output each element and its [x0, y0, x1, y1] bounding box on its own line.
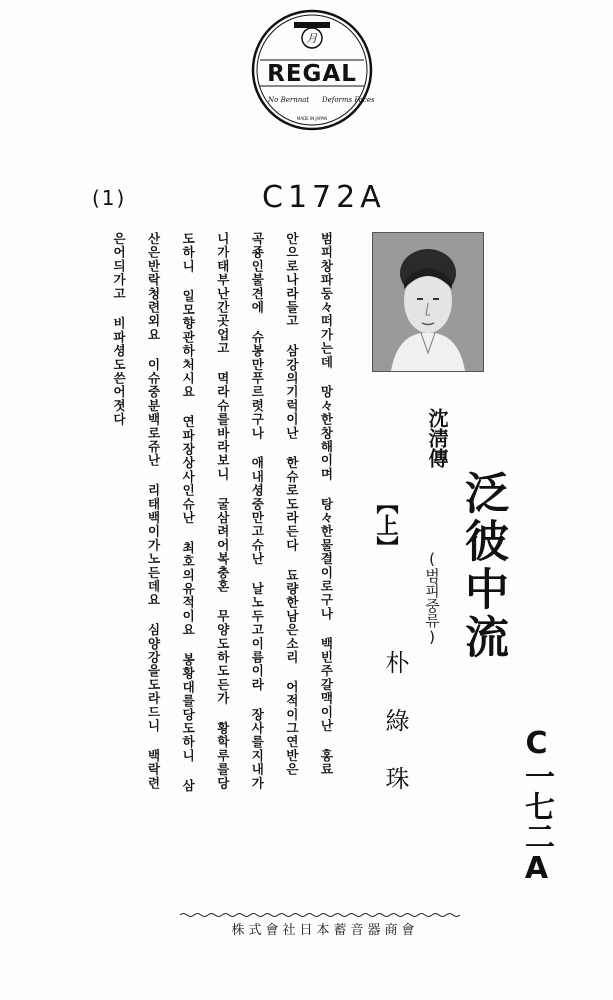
lyric-line: 산은반락청련외요 이슈중분백로쥬난 리태백이가노든데요 심양강을도라드니 백락련 — [146, 232, 162, 790]
lyric-line: 범피창파둥々떠가는데 망々한창해이며 탕々한물결이로구나 백빈주갈맥이난 홍료 — [318, 232, 334, 777]
part-number: (1) — [92, 186, 127, 210]
svg-text:月: 月 — [306, 32, 318, 45]
work-series: 沈淸傳 — [425, 408, 449, 468]
side-mark: 【上】 — [373, 492, 399, 558]
lyrics-block — [112, 232, 332, 872]
logo-right-text: Deforms Faces — [322, 96, 375, 104]
lyric-line: 은어듸가고 비파셩도쓴어졋다 — [111, 232, 127, 427]
regal-wordmark: REGAL — [267, 61, 357, 87]
lyric-line: 곡죵인불견에 슈봉만푸르렷구나 애내셩중만고슈난 날노두고이름이라 장사를지내가 — [249, 232, 265, 790]
lyric-line: 안으로나라들고 삼강의기럭이난 한슈로도라든다 됴량한남은소리 어적이그연반은 — [284, 232, 300, 777]
logo-left-text: No Bernnat — [268, 96, 310, 104]
regal-logo — [250, 8, 374, 132]
company-name: 株式會社日本蓄音器商會 — [231, 923, 419, 938]
singer-portrait — [372, 232, 484, 372]
singer-name: 朴綠珠 — [381, 650, 409, 824]
work-subtitle: (범피중류) — [423, 550, 441, 646]
catalog-number: C172A — [262, 180, 386, 215]
lyric-line: 도하니 일모향관하처시요 연파장상사인슈난 최호의유적이요 봉황대를당도하니 삼 — [180, 232, 196, 793]
wavy-divider — [180, 912, 460, 918]
lyric-line: 니가태부난간곳업고 멱라슈를바라보니 굴삼려어복충혼 무양도하도든가 황학루를당 — [215, 232, 231, 790]
svg-text:MADE IN JAPAN: MADE IN JAPAN — [296, 116, 328, 121]
work-title: 泛彼中流 — [457, 470, 508, 662]
catalog-number-vertical: C一七二A — [519, 726, 554, 886]
